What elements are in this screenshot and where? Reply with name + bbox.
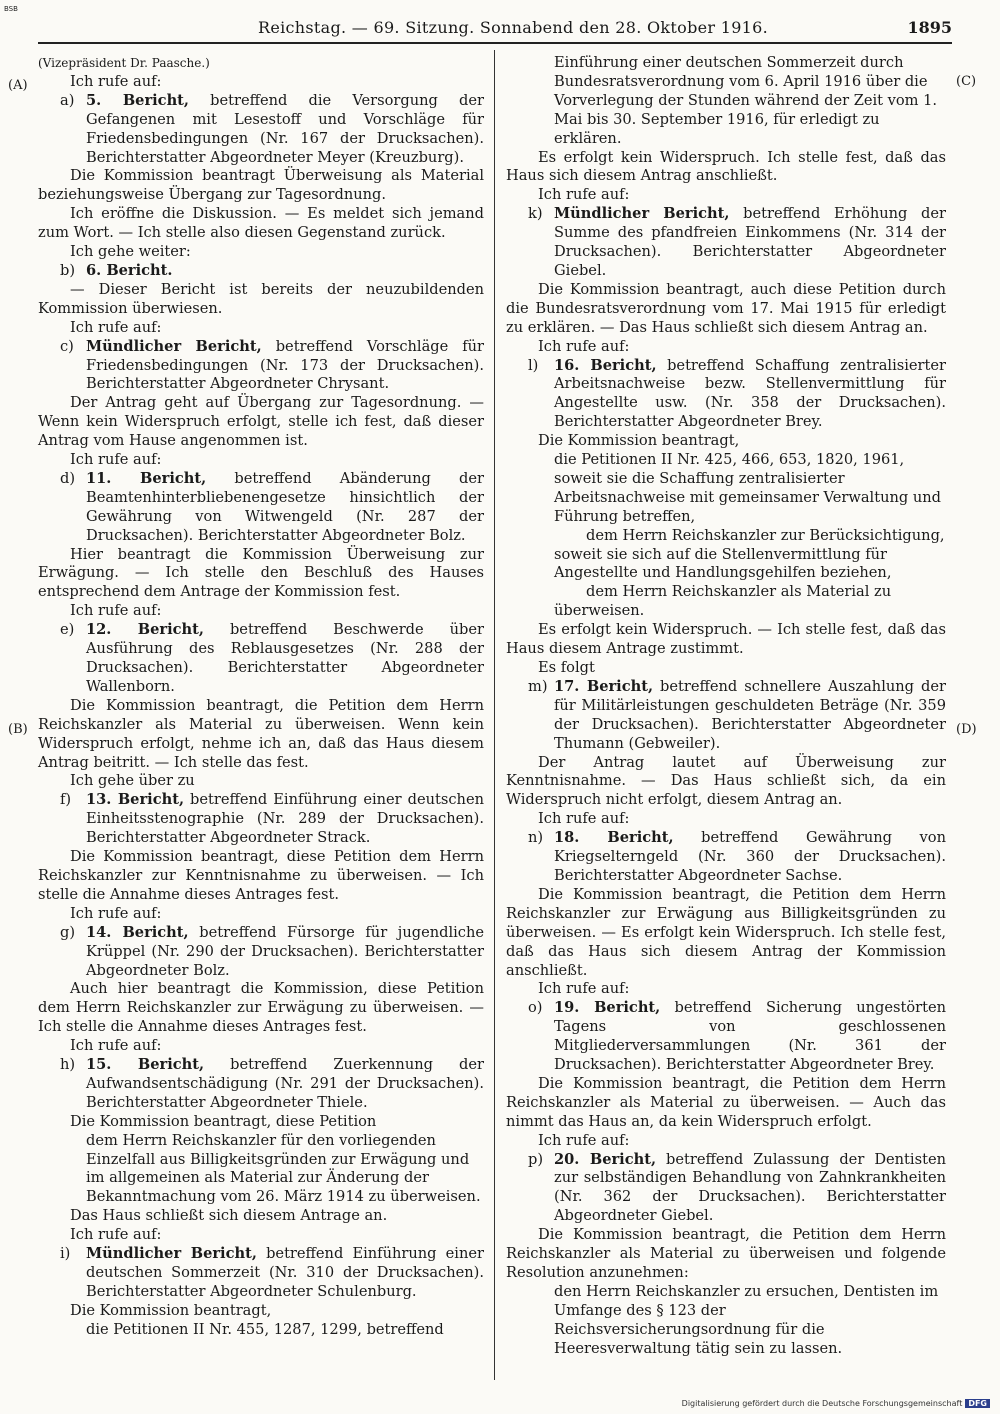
paragraph: Die Kommission beantragt, die Petition dem Herrn Reichskanzler zur Erwägung aus Billigkeitsgründen zu überweisen. — Es erfolgt kein Widerspruch. Ich stelle fest, daß das Haus sich diesem Antrag der Kommission anschließt. [506,885,946,979]
item-label: d) [60,469,76,487]
paragraph: Der Antrag geht auf Übergang zur Tagesordnung. — Wenn kein Widerspruch erfolgt, stelle ich fest, daß dieser Antrag vom Hause angenommen ist. [38,394,484,450]
paragraph: Die Kommission beantragt, diese Petition [70,1112,377,1130]
agenda-item [38,92,484,168]
paragraph: Die Kommission beantragt, auch diese Petition durch die Bundesratsverordnung vom 17. Mai 1915 für erledigt zu erklären. — Das Haus schließt sich diesem Antrag an. [506,280,946,336]
paragraph: Ich rufe auf: [538,1131,630,1149]
paragraph: Ich rufe auf: [70,72,162,90]
agenda-item [506,678,946,754]
item-heading: 17. Bericht, [554,677,654,695]
item-text: betreffend die Versorgung der Gefangenen mit Lesestoff und Vorschläge für Friedensbedingungen (Nr. 167 der Drucksachen). Berichterstatter Abgeordneter Meyer (Kreuzburg). [86,91,484,166]
paragraph: Ich rufe auf: [538,980,630,998]
paragraph: Auch hier beantragt die Kommission, diese Petition dem Herrn Reichskanzler zur Erwägung zu überweisen. — Ich stelle die Annahme dieses Antrages fest. [38,980,484,1036]
item-heading: 20. Bericht, [554,1150,657,1168]
agenda-item [38,791,484,848]
paragraph: Die Kommission beantragt, die Petition dem Herrn Reichskanzler als Material zu überweisen. Wenn kein Widerspruch erfolgt, nehme ich an, daß das Haus diesem Antrag beitritt. — Ich stelle das fest. [38,696,484,771]
item-heading: 12. Bericht, [86,621,204,639]
page-number: 1895 [907,18,952,37]
paragraph: — Dieser Bericht ist bereits der neuzubildenden Kommission überwiesen. [38,280,484,317]
left-column [38,54,484,1340]
item-heading: 13. Bericht, [86,791,185,809]
agenda-item [506,999,946,1075]
item-heading: 14. Bericht, [86,923,189,941]
paragraph: Die Kommission beantragt, diese Petition dem Herrn Reichskanzler zur Kenntnisnahme zu überweisen. — Ich stelle die Annahme dieses Antrages fest. [38,848,484,903]
paragraph: Ich gehe weiter: [70,243,191,261]
item-text: betreffend Beschwerde über Ausführung des Reblausgesetzes (Nr. 288 der Drucksachen). Berichterstatter Abgeordneter Wallenborn. [86,621,484,695]
item-heading: 11. Bericht, [86,469,207,487]
item-text: betreffend Erhöhung der Summe des pfandfreien Einkommens (Nr. 314 der Drucksachen). Berichterstatter Abgeordneter Giebel. [554,205,946,279]
item-text: betreffend Zuerkennung der Aufwandsentschädigung (Nr. 291 der Drucksachen). Berichterstatter Abgeordneter Thiele. [86,1056,484,1111]
item-label: a) [60,91,75,109]
item-heading: 15. Bericht, [86,1056,205,1074]
agenda-item [506,1151,946,1227]
item-heading: Mündlicher Bericht, [86,337,262,355]
margin-mark-a: (A) [8,78,28,93]
resolution-text: den Herrn Reichskanzler zu ersuchen, Dentisten im Umfange des § 123 der Reichsversicherungsordnung für die Heeresverwaltung tätig sein zu lassen. [554,1282,939,1357]
item-text: betreffend Zulassung der Dentisten zur selbständigen Behandlung von Zahnkrankheiten (Nr. 362 der Drucksachen). Berichterstatter Abgeordneter Giebel. [554,1150,946,1225]
resolution-text: Einführung einer deutschen Sommerzeit durch Bundesratsverordnung vom 6. April 1916 über die Vorverlegung der Stunden während der Zeit vom 1. Mai bis 30. September 1916, für erledigt zu erklären. [554,54,938,147]
paragraph: Ich rufe auf: [70,451,162,469]
item-text: betreffend Vorschläge für Friedensbedingungen (Nr. 173 der Drucksachen). Berichterstatter Abgeordneter Chrysant. [86,337,485,393]
speaker-note: (Vizepräsident Dr. Paasche.) [38,56,210,70]
column-divider [494,50,495,1380]
item-heading: 5. Bericht, [86,91,190,109]
paragraph: Ich rufe auf: [70,1226,162,1244]
item-label: b) [60,261,76,279]
agenda-item [38,1245,484,1302]
item-text: betreffend Gewährung von Kriegselterngeld (Nr. 360 der Drucksachen). Berichterstatter Abgeordneter Sachse. [554,829,946,884]
page-header [38,18,952,42]
paragraph: Ich rufe auf: [70,602,162,620]
paragraph: Hier beantragt die Kommission Überweisung zur Erwägung. — Ich stelle den Beschluß des Hauses entsprechend dem Antrage der Kommission fest. [38,545,484,601]
paragraph: Die Kommission beantragt Überweisung als Material beziehungsweise Übergang zur Tagesordnung. [38,167,484,204]
paragraph: Ich rufe auf: [70,904,162,922]
item-text: betreffend Einführung einer deutschen Einheitsstenographie (Nr. 289 der Drucksachen). Berichterstatter Abgeordneter Strack. [86,791,484,847]
resolution-text: dem Herrn Reichskanzler zur Berücksichtigung, soweit sie sich auf die Stellenvermittlung für Angestellte und Handlungsgehilfen beziehen, [554,526,945,582]
item-text: betreffend schnellere Auszahlung der für Militärleistungen geschuldeten Beträge (Nr. 359 der Drucksachen). Berichterstatter Abgeordneter Thumann (Gebweiler). [554,677,946,752]
agenda-item [38,621,484,697]
item-label: o) [528,999,543,1017]
paragraph: Ich rufe auf: [70,1037,162,1055]
item-heading: Mündlicher Bericht, [554,205,730,223]
margin-mark-c: (C) [956,74,977,89]
item-label: p) [528,1150,544,1168]
item-text: betreffend Einführung einer deutschen Sommerzeit (Nr. 310 der Drucksachen). Berichterstatter Abgeordneter Schulenburg. [86,1245,484,1300]
agenda-item [506,357,946,433]
item-label: g) [60,923,76,941]
margin-mark-b: (B) [8,722,28,737]
item-label: e) [60,621,75,639]
item-heading: 18. Bericht, [554,829,674,847]
item-label: f) [60,791,72,809]
agenda-item [506,205,946,281]
paragraph: Der Antrag lautet auf Überweisung zur Kenntnisnahme. — Das Haus schließt sich, da ein Widerspruch nicht erfolgt, diesem Antrag an. [506,753,946,809]
resolution-text: die Petitionen II Nr. 425, 466, 653, 1820, 1961, soweit sie die Schaffung zentralisierter Arbeitsnachweise mit gemeinsamer Verwaltung und Führung betreffen, [554,451,942,525]
agenda-item [38,262,484,281]
item-text: betreffend Abänderung der Beamtenhinterbliebenengesetze hinsichtlich der Gewährung von Witwengeld (Nr. 287 der Drucksachen). Berichterstatter Abgeordneter Bolz. [86,469,484,544]
paragraph: Ich rufe auf: [70,318,162,336]
item-label: h) [60,1056,76,1074]
resolution-text: dem Herrn Reichskanzler für den vorliegenden Einzelfall aus Billigkeitsgründen zur Erwägung und im allgemeinen als Material zur Änderung der Bekanntmachung vom 26. März 1914 zu überweisen. [86,1131,481,1206]
item-label: i) [60,1245,71,1263]
agenda-item [506,829,946,886]
item-text: betreffend Sicherung ungestörten Tagens von geschlossenen Mitgliederversammlungen (Nr. 361 der Drucksachen). Berichterstatter Abgeordneter Brey. [554,999,946,1074]
paragraph: Es erfolgt kein Widerspruch. Ich stelle fest, daß das Haus sich diesem Antrag anschließt. [506,148,946,185]
agenda-item [38,1056,484,1113]
paragraph: Das Haus schließt sich diesem Antrage an. [70,1207,388,1225]
item-label: k) [528,205,543,223]
item-heading: 19. Bericht, [554,999,661,1017]
paragraph: Ich gehe über zu [70,772,195,790]
dfg-logo: DFG [965,1399,990,1408]
paragraph: Ich rufe auf: [538,810,630,828]
item-text: betreffend Fürsorge für jugendliche Krüppel (Nr. 290 der Drucksachen). Berichterstatter Abgeordneter Bolz. [86,923,484,979]
paragraph: Ich rufe auf: [538,337,630,355]
header-rule [38,42,952,44]
item-heading: 6. Bericht. [86,261,173,279]
resolution-text: dem Herrn Reichskanzler als Material zu überweisen. [554,583,892,620]
paragraph: Die Kommission beantragt, [70,1301,272,1319]
item-heading: 16. Bericht, [554,356,657,374]
paragraph: Es folgt [538,659,595,676]
agenda-item [38,470,484,546]
library-mark: BSB [4,5,18,13]
resolution-text: die Petitionen II Nr. 455, 1287, 1299, betreffend [86,1320,444,1338]
agenda-item [38,924,484,981]
paragraph: Ich rufe auf: [538,186,630,204]
item-text: betreffend Schaffung zentralisierter Arbeitsnachweise bezw. Stellenvermittlung für Angestellte usw. (Nr. 358 der Drucksachen). Berichterstatter Abgeordneter Brey. [554,356,946,431]
footer-text: Digitalisierung gefördert durch die Deutsche Forschungsgemeinschaft [681,1399,963,1408]
paragraph: Die Kommission beantragt, die Petition dem Herrn Reichskanzler als Material zu überweisen und folgende Resolution anzunehmen: [506,1226,946,1281]
running-title: Reichstag. — 69. Sitzung. Sonnabend den 28. Oktober 1916. [258,18,769,37]
paragraph: Die Kommission beantragt, [538,432,740,450]
right-column [506,54,946,1359]
margin-mark-d: (D) [956,722,977,737]
item-label: l) [528,356,539,374]
paragraph: Es erfolgt kein Widerspruch. — Ich stelle fest, daß das Haus diesem Antrage zustimmt. [506,621,946,658]
item-label: n) [528,829,544,847]
paragraph: Die Kommission beantragt, die Petition dem Herrn Reichskanzler als Material zu überweisen. — Auch das nimmt das Haus an, da kein Widerspruch erfolgt. [506,1074,946,1130]
agenda-item [38,338,484,395]
item-label: m) [528,677,548,695]
footer [682,1399,990,1408]
paragraph: Ich eröffne die Diskussion. — Es meldet sich jemand zum Wort. — Ich stelle also diesen Gegenstand zurück. [38,205,484,242]
item-heading: Mündlicher Bericht, [86,1245,257,1263]
item-label: c) [60,337,74,355]
